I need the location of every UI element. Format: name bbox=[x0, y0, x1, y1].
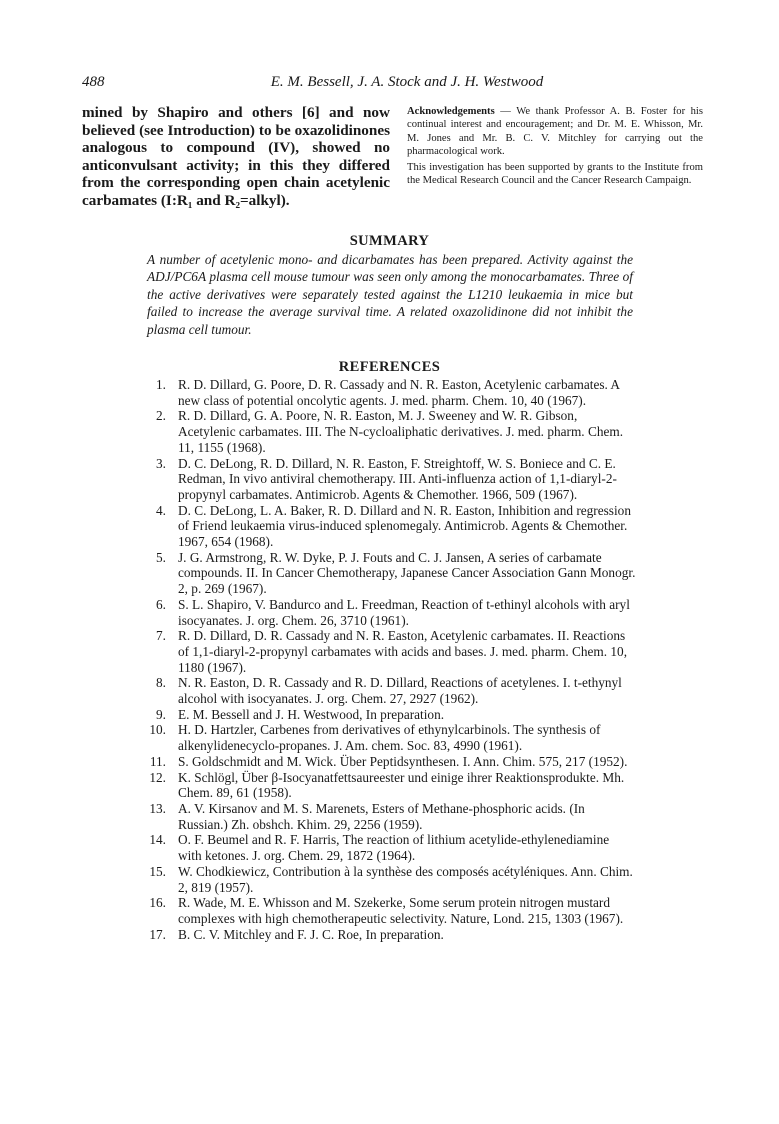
acknowledgements-text: We thank Professor A. B. Foster for his continual interest and encouragement; and Dr. M. E. Whisson, Mr. M. Jones and Mr. B. C. V. Mitchley for carrying out the pharmacological work. bbox=[407, 106, 703, 158]
acknowledgements-paragraph-1 bbox=[407, 105, 703, 159]
reference-item bbox=[140, 707, 636, 723]
reference-number: 7. bbox=[156, 628, 166, 644]
summary-heading: SUMMARY bbox=[349, 233, 430, 249]
acknowledgements-title: Acknowledgements bbox=[407, 106, 495, 117]
reference-item bbox=[140, 895, 636, 926]
page-number: 488 bbox=[82, 74, 105, 90]
reference-text: S. L. Shapiro, V. Bandurco and L. Freedman, Reaction of t-ethinyl alcohols with aryl isocyanates. J. org. Chem. 26, 3710 (1961). bbox=[178, 596, 630, 628]
reference-number: 3. bbox=[156, 455, 166, 471]
reference-item bbox=[140, 832, 636, 863]
reference-text: D. C. DeLong, L. A. Baker, R. D. Dillard and N. R. Easton, Inhibition and regression of Friend leukaemia virus-induced splenomegaly. Antimicrob. Agents & Chemother. 1967, 654 (1968). bbox=[178, 502, 631, 550]
reference-number: 5. bbox=[156, 549, 166, 565]
reference-item bbox=[140, 377, 636, 408]
reference-text: R. D. Dillard, G. A. Poore, N. R. Easton, M. J. Sweeney and W. R. Gibson, Acetylenic carbamates. III. The N-cycloaliphatic derivatives. J. med. pharm. Chem. 11, 1155 (1968). bbox=[178, 408, 624, 455]
reference-text: A. V. Kirsanov and M. S. Marenets, Esters of Methane-phosphoric acids. (In Russian.) Zh. obshch. Khim. 29, 2256 (1959). bbox=[178, 800, 585, 832]
acknowledgements-section bbox=[407, 105, 703, 187]
reference-item bbox=[140, 770, 636, 801]
acknowledgements-dash: — bbox=[494, 106, 517, 117]
reference-text: J. G. Armstrong, R. W. Dyke, P. J. Fouts and C. J. Jansen, A series of carbamate compounds. II. In Cancer Chemotherapy, Japanese Cancer Association Gann Monogr. 2, p. 269 (1967). bbox=[178, 549, 636, 597]
reference-item bbox=[140, 864, 636, 895]
reference-text: D. C. DeLong, R. D. Dillard, N. R. Easton, F. Streightoff, W. S. Boniece and C. E. Redman, In vivo antiviral chemotherapy. III. Anti-influenza action of 1,1-diaryl-2-propynyl carbamates. Antimicrob. Agents & Chemother. 1966, 509 (1967). bbox=[178, 455, 617, 502]
reference-number: 17. bbox=[149, 926, 166, 942]
reference-item bbox=[140, 754, 636, 770]
reference-number: 8. bbox=[156, 675, 166, 691]
summary-text: A number of acetylenic mono- and dicarbamates has been prepared. Activity against the ADJ/PC6A plasma cell mouse tumour was seen only among the monocarbamates. Three of the active derivatives were separately tested against the L1210 leukaemia in mice but failed to increase the average survival time. A related oxazolidinone did not inhibit the plasma cell tumour. bbox=[147, 252, 633, 337]
reference-text: W. Chodkiewicz, Contribution à la synthèse des composés acétyléniques. Ann. Chim. 2, 819 (1957). bbox=[178, 863, 633, 895]
page-header bbox=[82, 74, 702, 94]
reference-text: R. Wade, M. E. Whisson and M. Szekerke, Some serum protein nitrogen mustard complexes with high chemotherapeutic selectivity. Nature, Lond. 215, 1303 (1967). bbox=[178, 895, 624, 926]
acknowledgements-paragraph-2: This investigation has been supported by grants to the Institute from the Medical Research Council and the Cancer Research Campaign. bbox=[407, 161, 703, 187]
reference-number: 16. bbox=[149, 895, 166, 911]
reference-item bbox=[140, 628, 636, 675]
reference-text: R. D. Dillard, D. R. Cassady and N. R. Easton, Acetylenic carbamates. II. Reactions of 1,1-diaryl-2-propynyl carbamates with acids and bases. J. med. pharm. Chem. 10, 1180 (1967). bbox=[178, 628, 628, 675]
reference-text: H. D. Hartzler, Carbenes from derivatives of ethynylcarbinols. The synthesis of alkenylidenecyclo-propanes. J. Am. chem. Soc. 83, 4990 (1961). bbox=[178, 722, 601, 754]
reference-number: 2. bbox=[156, 408, 166, 424]
reference-item bbox=[140, 927, 636, 943]
reference-number: 12. bbox=[149, 769, 166, 785]
references-heading: REFERENCES bbox=[338, 359, 441, 375]
reference-number: 10. bbox=[149, 722, 166, 738]
reference-item bbox=[140, 550, 636, 597]
reference-item bbox=[140, 503, 636, 550]
references-list bbox=[140, 377, 636, 942]
reference-item bbox=[140, 675, 636, 706]
reference-number: 9. bbox=[156, 706, 166, 722]
reference-number: 14. bbox=[149, 832, 166, 848]
reference-number: 4. bbox=[156, 502, 166, 518]
reference-number: 1. bbox=[156, 377, 166, 392]
body-text-column: mined by Shapiro and others [6] and now believed (see Introduction) to be oxazolidinones analogous to compound (IV), showed no anticonvulsant activity; in this they differed from the corresponding open chain acetylenic carbamates (I:R₁ and R₂=alkyl). bbox=[82, 104, 390, 209]
running-head-authors: E. M. Bessell, J. A. Stock and J. H. Westwood bbox=[270, 74, 544, 90]
reference-item bbox=[140, 722, 636, 753]
reference-text: K. Schlögl, Über β-Isocyanatfettsaureester und einige ihrer Reaktionsprodukte. Mh. Chem. 89, 61 (1958). bbox=[178, 769, 625, 801]
reference-number: 11. bbox=[149, 753, 166, 769]
reference-item bbox=[140, 597, 636, 628]
reference-text: N. R. Easton, D. R. Cassady and R. D. Dillard, Reactions of acetylenes. I. t-ethynyl alcohol with isocyanates. J. org. Chem. 27, 2927 (1962). bbox=[178, 675, 622, 707]
reference-item bbox=[140, 801, 636, 832]
reference-number: 13. bbox=[149, 800, 166, 816]
reference-item bbox=[140, 408, 636, 455]
reference-number: 15. bbox=[149, 863, 166, 879]
reference-text: O. F. Beumel and R. F. Harris, The reaction of lithium acetylide-ethylenediamine with ketones. J. org. Chem. 29, 1872 (1964). bbox=[178, 832, 610, 864]
reference-number: 6. bbox=[156, 596, 166, 612]
reference-item bbox=[140, 456, 636, 503]
reference-text: E. M. Bessell and J. H. Westwood, In preparation. bbox=[178, 706, 445, 722]
reference-text: B. C. V. Mitchley and F. J. C. Roe, In preparation. bbox=[178, 926, 444, 942]
reference-text: S. Goldschmidt and M. Wick. Über Peptidsynthesen. I. Ann. Chim. 575, 217 (1952). bbox=[178, 753, 628, 769]
reference-text: R. D. Dillard, G. Poore, D. R. Cassady and N. R. Easton, Acetylenic carbamates. A new class of potential oncolytic agents. J. med. pharm. Chem. 10, 40 (1967). bbox=[178, 377, 620, 408]
